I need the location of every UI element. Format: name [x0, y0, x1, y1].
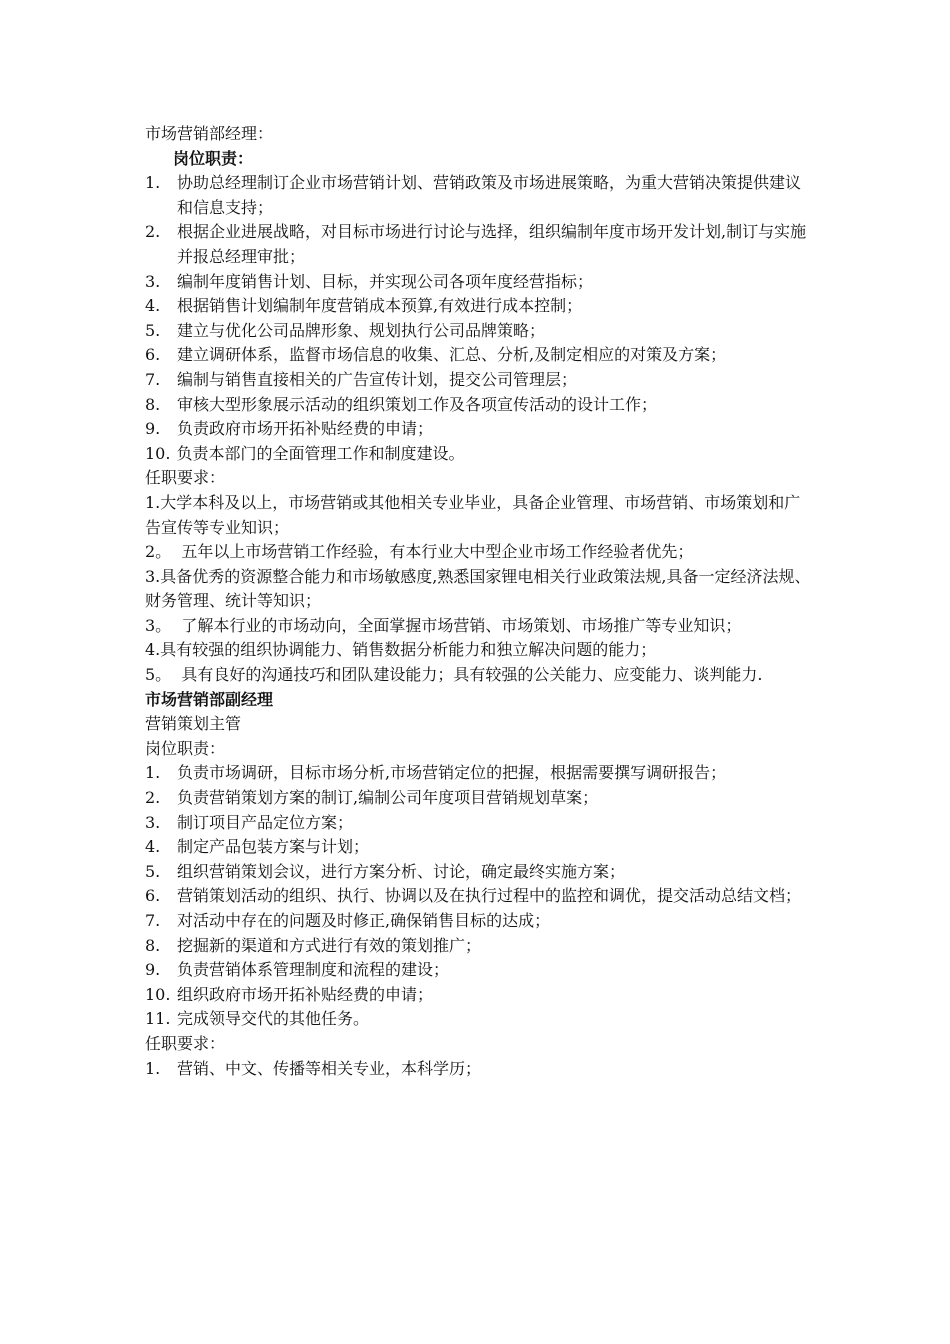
- list-number: 4.: [145, 296, 161, 316]
- list-number: 7.: [145, 911, 161, 930]
- list-text: 组织营销策划会议，进行方案分析、讨论，确定最终实施方案；: [177, 861, 626, 881]
- list-item: [145, 343, 815, 368]
- list-text: 对活动中存在的问题及时修正,确保销售目标的达成；: [177, 911, 551, 930]
- list-number: 6.: [145, 886, 161, 906]
- requirement-item: 3。 了解本行业的市场动向，全面掌握市场营销、市场策划、市场推广等专业知识；: [145, 615, 742, 635]
- list-number: 1.: [145, 1058, 161, 1078]
- list-item: [145, 294, 815, 319]
- planner-duties-heading: 岗位职责：: [145, 738, 226, 758]
- list-number: 11.: [145, 1009, 171, 1029]
- list-item: [145, 442, 815, 467]
- list-item: [145, 934, 815, 959]
- list-text: 负责市场调研，目标市场分析,市场营销定位的把握，根据需要撰写调研报告；: [177, 763, 727, 783]
- list-number: 10.: [145, 984, 171, 1004]
- list-item: [145, 417, 815, 442]
- list-text: 制定产品包装方案与计划；: [177, 837, 370, 857]
- list-number: 5.: [145, 861, 161, 881]
- duties-list: [145, 171, 815, 466]
- list-number: 2.: [145, 788, 161, 808]
- list-text: 营销策划活动的组织、执行、协调以及在执行过程中的监控和调优，提交活动总结文档；: [177, 886, 802, 906]
- list-text: 营销、中文、传播等相关专业，本科学历；: [177, 1058, 482, 1078]
- document-content: [145, 122, 815, 1081]
- position-title-planner: 营销策划主管: [145, 714, 242, 734]
- list-text: 负责营销体系管理制度和流程的建设；: [177, 960, 450, 980]
- list-number: 2.: [145, 222, 161, 242]
- list-number: 8.: [145, 394, 161, 414]
- list-number: 9.: [145, 960, 161, 980]
- list-number: 4.: [145, 837, 161, 857]
- list-number: 3.: [145, 271, 161, 291]
- duties-heading: 岗位职责：: [173, 148, 254, 168]
- requirement-item: 3.具备优秀的资源整合能力和市场敏感度,熟悉国家锂电相关行业政策法规,具备一定经济法规、财务管理、统计等知识；: [145, 566, 811, 611]
- list-item: [145, 368, 815, 393]
- list-text: 建立调研体系，监督市场信息的收集、汇总、分析,及制定相应的对策及方案；: [177, 345, 727, 365]
- list-item: [145, 983, 815, 1008]
- list-number: 1.: [145, 173, 161, 193]
- requirements-list: [145, 491, 815, 688]
- list-item: [145, 1007, 815, 1032]
- list-text: 制订项目产品定位方案；: [177, 812, 354, 832]
- list-item: [145, 1057, 815, 1082]
- position-title-deputy: 市场营销部副经理: [145, 689, 274, 709]
- list-item: [145, 319, 815, 344]
- requirement-item: 5。 具有良好的沟通技巧和团队建设能力；具有较强的公关能力、应变能力、谈判能力.: [145, 665, 763, 685]
- list-text: 挖掘新的渠道和方式进行有效的策划推广；: [177, 935, 482, 955]
- list-number: 8.: [145, 935, 161, 955]
- requirement-item: 4.具有较强的组织协调能力、销售数据分析能力和独立解决问题的能力；: [145, 640, 657, 660]
- list-text: 组织政府市场开拓补贴经费的申请；: [177, 984, 434, 1004]
- requirements-heading: 任职要求：: [145, 468, 226, 488]
- list-number: 5.: [145, 320, 161, 340]
- list-text: 编制年度销售计划、目标，并实现公司各项年度经营指标；: [177, 271, 594, 291]
- list-number: 1.: [145, 763, 161, 783]
- list-item: [145, 786, 815, 811]
- list-text: 协助总经理制订企业市场营销计划、营销政策及市场进展策略，为重大营销决策提供建议和信息支持；: [177, 173, 802, 217]
- list-item: [145, 171, 815, 220]
- planner-requirements-list: [145, 1057, 815, 1082]
- list-text: 根据企业进展战略，对目标市场进行讨论与选择，组织编制年度市场开发计划,制订与实施并报总经理审批；: [177, 222, 807, 266]
- list-item: [145, 811, 815, 836]
- list-item: [145, 860, 815, 885]
- list-text: 负责营销策划方案的制订,编制公司年度项目营销规划草案；: [177, 788, 599, 808]
- list-number: 3.: [145, 812, 161, 832]
- list-number: 6.: [145, 345, 161, 365]
- list-text: 完成领导交代的其他任务。: [177, 1009, 370, 1029]
- planner-duties-list: [145, 761, 815, 1032]
- list-number: 10.: [145, 443, 171, 463]
- list-item: [145, 761, 815, 786]
- requirement-item: 2。 五年以上市场营销工作经验，有本行业大中型企业市场工作经验者优先；: [145, 542, 694, 562]
- list-item: [145, 393, 815, 418]
- planner-requirements-heading: 任职要求：: [145, 1033, 226, 1053]
- list-text: 负责政府市场开拓补贴经费的申请；: [177, 419, 434, 439]
- list-item: [145, 270, 815, 295]
- list-item: [145, 835, 815, 860]
- list-text: 负责本部门的全面管理工作和制度建设。: [176, 443, 465, 463]
- list-number: 7.: [145, 369, 161, 389]
- list-item: [145, 909, 815, 934]
- requirement-item: 1.大学本科及以上，市场营销或其他相关专业毕业，具备企业管理、市场营销、市场策划和广告宣传等专业知识；: [145, 492, 801, 537]
- list-text: 根据销售计划编制年度营销成本预算,有效进行成本控制；: [177, 296, 583, 316]
- list-text: 审核大型形象展示活动的组织策划工作及各项宣传活动的设计工作；: [177, 394, 658, 414]
- list-item: [145, 884, 815, 909]
- position-title-manager: 市场营销部经理：: [145, 124, 274, 143]
- list-text: 编制与销售直接相关的广告宣传计划，提交公司管理层；: [177, 369, 578, 389]
- list-item: [145, 220, 815, 269]
- list-text: 建立与优化公司品牌形象、规划执行公司品牌策略；: [177, 320, 546, 340]
- list-number: 9.: [145, 419, 161, 439]
- list-item: [145, 958, 815, 983]
